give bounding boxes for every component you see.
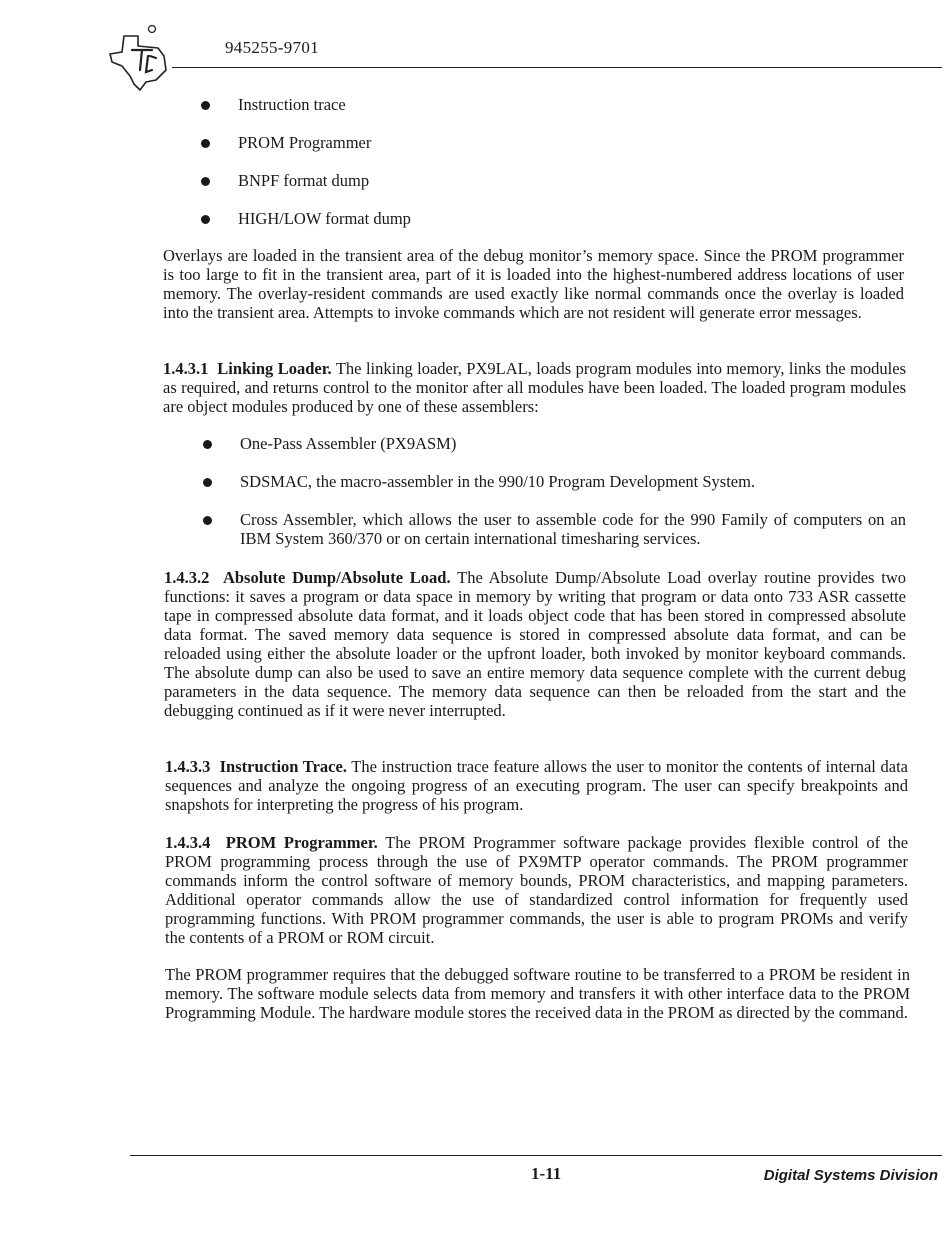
list-item	[240, 434, 906, 453]
section-title: Linking Loader.	[217, 359, 332, 378]
overlay-list	[238, 95, 898, 228]
list-item	[238, 209, 898, 228]
list-item-text: One-Pass Assembler (PX9ASM)	[240, 434, 457, 453]
section-title: PROM Programmer.	[225, 833, 378, 852]
header-rule	[172, 67, 942, 68]
section-number: 1.4.3.3	[165, 757, 211, 776]
section-number: 1.4.3.1	[163, 359, 209, 378]
bullet-icon	[203, 478, 212, 487]
texas-instruments-logo-icon	[106, 20, 174, 92]
list-item	[238, 95, 898, 114]
section-body: The linking loader, PX9LAL, loads program modules into memory, links the modules as required, and returns control to the monitor after all modules have been loaded. The loaded program modules are object modules produced by one of these assemblers:	[163, 359, 907, 416]
page-number: 1-11	[531, 1164, 562, 1183]
list-item	[238, 171, 898, 190]
prom-programmer-section	[165, 833, 908, 947]
list-item-text: Cross Assembler, which allows the user to assemble code for the 990 Family of computers on an IBM System 360/370 or on certain international timesharing services.	[240, 510, 906, 548]
list-item	[238, 133, 898, 152]
footer-rule	[130, 1155, 942, 1156]
section-body: The PROM Programmer software package provides flexible control of the PROM programming process through the use of PX9MTP operator commands. The PROM programmer commands inform the control software of memory bounds, PROM characteristics, and mapping parameters. Additional operator commands allow the use of standardized control information for frequently used programming functions. With PROM programmer commands, the user is able to program PROMs and verify the contents of a PROM or ROM circuit.	[165, 833, 909, 947]
list-item	[240, 472, 906, 491]
list-item-text: SDSMAC, the macro-assembler in the 990/10 Program Development System.	[240, 472, 756, 491]
bullet-icon	[203, 516, 212, 525]
section-title: Instruction Trace.	[219, 757, 347, 776]
bullet-icon	[201, 139, 210, 148]
bullet-icon	[203, 440, 212, 449]
bullet-icon	[201, 177, 210, 186]
bullet-icon	[201, 101, 210, 110]
assembler-list	[240, 434, 906, 548]
list-item-text: PROM Programmer	[238, 133, 372, 152]
overlay-paragraph: Overlays are loaded in the transient area of the debug monitor’s memory space. Since the PROM programmer is too large to fit in the transient area, part of it is loaded into the highest-numbered address locations of user memory. The overlay-resident commands are used exactly like normal commands once the overlay is loaded into the transient area. Attempts to invoke commands which are not resident will generate error messages.	[163, 246, 904, 322]
list-item-text: Instruction trace	[238, 95, 346, 114]
list-item-text: HIGH/LOW format dump	[238, 209, 411, 228]
section-title: Absolute Dump/Absolute Load.	[222, 568, 451, 587]
instruction-trace-section	[165, 757, 908, 814]
prom-paragraph: The PROM programmer requires that the debugged software routine to be transferred to a PROM be resident in memory. The software module selects data from memory and transfers it with other interface data to the PROM Programming Module. The hardware module stores the received data in the PROM as directed by the command.	[165, 965, 910, 1022]
bullet-icon	[201, 215, 210, 224]
section-number: 1.4.3.4	[165, 833, 211, 852]
section-body: The Absolute Dump/Absolute Load overlay routine provides two functions: it saves a program or data space in memory by writing that program or data onto 733 ASR cassette tape in compressed absolute data format, and it loads object code that has been stored in compressed absolute data format. The saved memory data sequence is stored in compressed absolute data format, and can be reloaded using either the absolute loader or the upfront loader, both invoked by monitor keyboard commands. The absolute dump can also be used to save an entire memory data sequence complete with the current debug parameters in the data sequence. The memory data sequence can then be reloaded from the start and the debugging continued as if it were never interrupted.	[164, 568, 907, 720]
linking-loader-section	[163, 359, 906, 416]
division-name: Digital Systems Division	[763, 1167, 938, 1184]
list-item-text: BNPF format dump	[238, 171, 370, 190]
absolute-dump-section	[164, 568, 906, 720]
section-number: 1.4.3.2	[164, 568, 210, 587]
section-body: The instruction trace feature allows the user to monitor the contents of internal data sequences and analyze the ongoing progress of an executing program. The user can specify breakpoints and snapshots for interpreting the progress of his program.	[165, 757, 908, 814]
document-number: 945255-9701	[225, 38, 319, 57]
list-item	[240, 510, 906, 548]
